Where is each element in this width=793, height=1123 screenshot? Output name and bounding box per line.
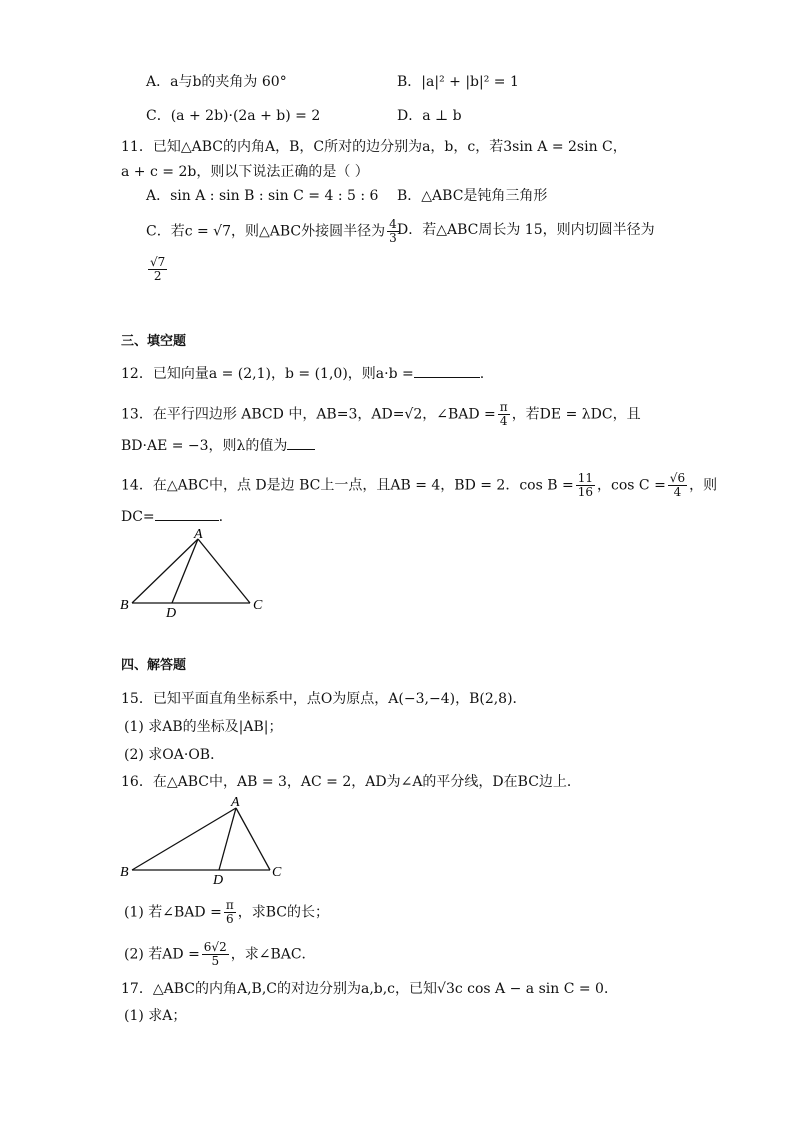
q15-part1: (1) 求AB的坐标及|AB|； [124,719,283,735]
vertex-label-a: A [231,795,240,810]
q12: 12．已知向量a = (2,1)，b = (1,0)，则a·b = . [121,366,485,382]
fraction [148,256,167,283]
q11-option-d: D．若△ABC周长为 15，则内切圆半径为 [397,222,655,238]
question-number: 13． [121,406,153,423]
q17-part1: (1) 求A； [124,1008,187,1024]
option-text: C．若c = √7，则△ABC外接圆半径为 [146,223,386,240]
section-heading-fill-in: 三、填空题 [121,334,187,349]
side-ab [132,808,236,870]
question-text: 已知向量a = (2,1)，b = (1,0)，则a·b = [152,366,414,382]
numerator: π [499,400,508,414]
question-text: 已知△ABC的内角A，B，C所对的边分别为a，b，c，若3sin A = 2sin C， [152,139,627,155]
q13-line1 [121,401,641,428]
q11-option-c [146,218,401,245]
q15-part2: (2) 求OA·OB． [124,747,225,763]
q11-stem-line1 [121,137,627,157]
section-heading-solutions: 四、解答题 [121,658,187,673]
question-number: 16． [121,774,153,790]
question-text: 在△ABC中，点 D是边 BC上一点，且AB = 4，BD = 2．cos B = [152,477,574,494]
question-text: ，求∠BAC． [230,946,316,963]
q17-stem [121,979,618,999]
q14-line1 [121,472,717,499]
q10-option-d [397,106,462,126]
question-text: ，则 [689,477,718,494]
denominator: 2 [153,269,162,283]
question-text: 在平行四边形 ABCD 中，AB=3，AD=√2，∠BAD = [152,406,496,423]
question-text: (1) 若∠BAD = [124,904,222,921]
q14-line2: DC= . [121,509,224,525]
vertex-label-b: B [120,598,129,613]
fraction [224,899,236,926]
q16-part1 [124,899,329,926]
question-text: △ABC的内角A,B,C的对边分别为a,b,c，已知√3c cos A − a sin C = 0． [152,981,618,997]
q10-option-b [397,72,519,92]
q11-option-b: B．△ABC是钝角三角形 [397,188,548,204]
denominator: 6 [225,912,234,926]
denominator: 3 [389,231,397,245]
question-text: ，求BC的长； [237,904,329,921]
side-ab [132,539,198,603]
numerator: √6 [669,471,686,485]
question-number: 14． [121,477,153,494]
numerator: π [225,898,234,912]
fraction [576,472,595,499]
fraction [668,472,687,499]
q10-option-c [146,106,320,126]
q11-option-a: A．sin A : sin B : sin C = 4 : 5 : 6 [146,188,379,204]
vertex-label-c: C [253,598,263,613]
segment-ad [172,539,198,603]
question-text: ，若DE = λDC，且 [511,406,641,423]
side-ac [198,539,250,603]
numerator: √7 [150,255,166,269]
numerator: 11 [577,471,593,485]
vertex-label-c: C [272,865,282,880]
question-text: 已知平面直角坐标系中，点O为原点，A(−3,−4)，B(2,8)． [152,691,527,707]
q16-triangle-figure [112,793,292,888]
option-label: D． [397,108,423,124]
question-text: BD·AE = −3，则λ的值为 [121,438,288,454]
question-number: 15． [121,691,153,707]
q13-line2 [121,436,315,456]
vertex-label-b: B [120,865,129,880]
option-label: C． [146,108,171,124]
option-label: B． [397,74,422,90]
option-text: a ⊥ b [422,108,462,124]
denominator: 5 [211,954,220,968]
vertex-label-d: D [213,873,224,888]
question-number: 17． [121,981,153,997]
q11-option-d-fraction [146,256,169,283]
numerator: 6√2 [203,940,227,954]
question-number: 11． [121,139,153,155]
option-text: a与b的夹角为 60° [170,74,287,90]
question-text: (2) 若AD = [124,946,200,963]
option-text: |a|² + |b|² = 1 [421,74,519,90]
denominator: 16 [577,485,593,499]
numerator: 4 [389,217,397,231]
question-text: DC= [121,509,155,525]
denominator: 4 [499,414,508,428]
answer-blank[interactable] [414,377,480,378]
answer-blank[interactable] [287,449,315,450]
fraction [202,941,229,968]
vertex-label-a: A [194,527,203,542]
fraction [498,401,510,428]
option-text: (a + 2b)·(2a + b) = 2 [170,108,321,124]
question-text: ，cos C = [597,477,666,494]
q14-triangle-figure [112,525,282,620]
denominator: 4 [673,485,682,499]
q16-part2 [124,941,316,968]
answer-blank[interactable] [155,520,219,521]
option-label: A． [146,74,171,90]
question-number: 12． [121,366,153,382]
question-text: 在△ABC中，AB = 3，AC = 2，AD为∠A的平分线，D在BC边上． [152,774,581,790]
vertex-label-d: D [166,606,177,620]
q11-stem-line2: a + c = 2b，则以下说法正确的是（ ） [121,164,369,180]
q15-stem [121,689,527,709]
q16-stem [121,772,581,792]
side-ac [236,808,270,870]
q10-option-a [146,72,287,92]
